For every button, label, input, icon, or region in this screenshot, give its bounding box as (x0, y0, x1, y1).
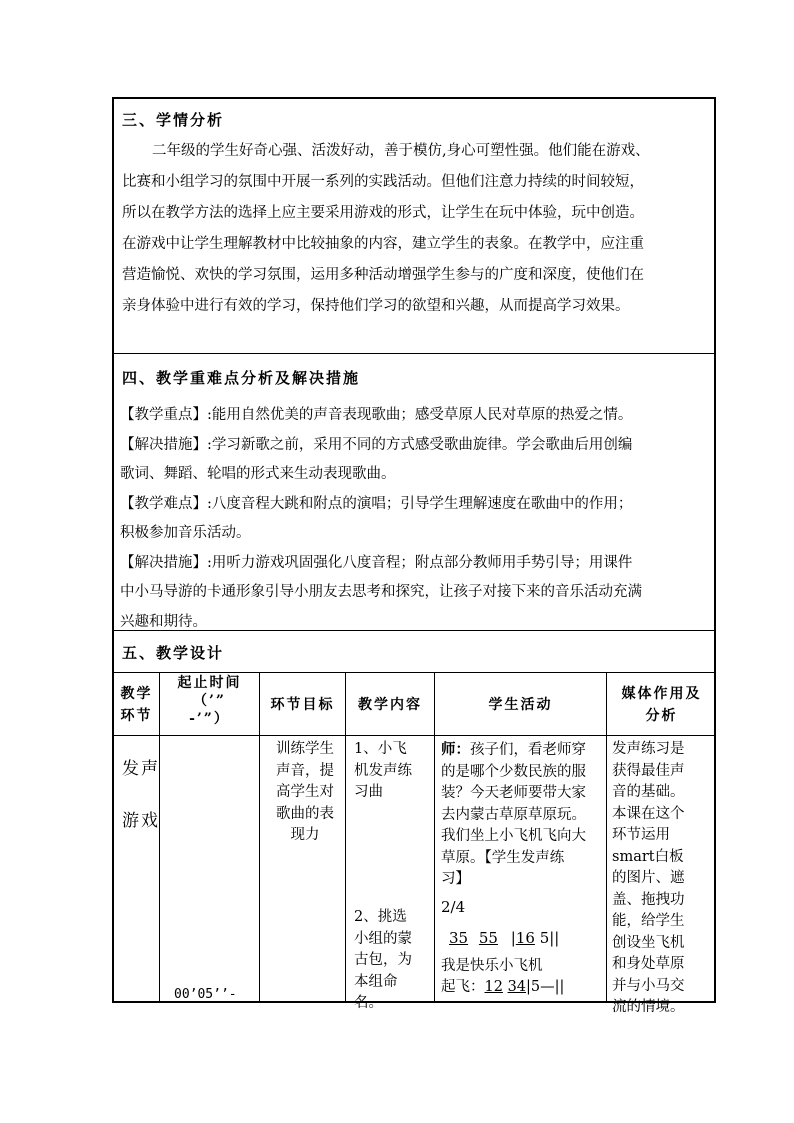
section4-title: 四、教学重难点分析及解决措施 (122, 369, 361, 387)
divider (434, 672, 435, 1001)
divider (259, 672, 260, 1001)
paragraph-line: 所以在教学方法的选择上应主要采用游戏的形式，让学生在玩中体验，玩中创造。 (122, 205, 644, 221)
paragraph-line: 中小马导游的卡通形象引导小朋友去思考和探究，让孩子对接下来的音乐活动充满 (120, 584, 642, 600)
section3-title: 三、学情分析 (122, 111, 225, 129)
section4-body (120, 401, 712, 637)
paragraph-line: 【解决措施】:学习新歌之前，采用不同的方式感受歌曲旋律。学会歌曲后用创编 (120, 436, 633, 453)
divider (114, 353, 714, 354)
header-stage: 教学 环节 (120, 686, 153, 724)
header-activity: 学生活动 (488, 697, 553, 713)
header-goal: 环节目标 (270, 697, 335, 713)
lyric-line-2: 起飞：12 34|5—|| (441, 979, 565, 995)
paragraph-line: 亲身体验中进行有效的学习，保持他们学习的欲望和兴趣，从而提高学习效果。 (122, 298, 630, 314)
paragraph-line: 营造愉悦、欢快的学习氛围，运用多种活动增强学生参与的广度和深度，使他们在 (122, 267, 644, 283)
cell-content-1: 1、小飞 机发声练 习曲 (354, 741, 412, 800)
paragraph-line: 歌词、舞蹈、轮唱的形式来生动表现歌曲。 (120, 466, 396, 482)
lyric-line: 我是快乐小飞机 (441, 957, 543, 974)
paragraph-line: 在游戏中让学生理解教材中比较抽象的内容，建立学生的表象。在教学中，应注重 (122, 236, 644, 252)
cell-stage: 发声 游戏 (122, 759, 160, 831)
header-content: 教学内容 (358, 697, 422, 713)
paragraph-line: 积极参加音乐活动。 (120, 525, 251, 541)
section3-body (122, 136, 712, 322)
header-time: 起止时间 （’” -’”） (177, 675, 242, 727)
teacher-label: 师： (441, 741, 470, 758)
divider (345, 672, 346, 1001)
cell-time: 00’05’’- (174, 987, 237, 1002)
cell-media: 发声练习是 获得最佳声 音的基础。 本课在这个 环节运用 smart白板 的图片、遮 盖、拖拽功 能，给学生 创设坐飞机 和身处草原 并与小马交 流的情境。 (612, 741, 685, 1015)
paragraph-line: 【解决措施】:用听力游戏巩固强化八度音程；附点部分教师用手势引导；用课件 (120, 554, 633, 571)
time-signature: 2/4 (441, 897, 466, 916)
paragraph-line: 比赛和小组学习的氛围中开展一系列的实践活动。但他们注意力持续的时间较短， (122, 174, 644, 190)
cell-content-2: 2、挑选 小组的蒙 古包，为 本组命 名。 (354, 909, 412, 1011)
divider (114, 735, 714, 736)
paragraph-line: 二年级的学生好奇心强、活泼好动，善于模仿,身心可塑性强。他们能在游戏、 (152, 143, 650, 159)
paragraph-line: 兴趣和期待。 (120, 613, 207, 630)
document-table (112, 97, 716, 1015)
notation-line: 35 55 |16 5|| (449, 929, 560, 947)
section5-title: 五、教学设计 (122, 644, 225, 662)
header-media: 媒体作用及 分析 (621, 686, 702, 724)
paragraph-line: 【教学难点】:八度音程大跳和附点的演唱；引导学生理解速度在歌曲中的作用； (120, 495, 633, 512)
paragraph-line: 【教学重点】:能用自然优美的声音表现歌曲；感受草原人民对草原的热爱之情。 (120, 407, 633, 423)
divider (114, 672, 714, 673)
cell-activity: 师：孩子们，看老师穿 的是哪个少数民族的服 装？今天老师要带大家 去内蒙古草原草原玩。 我们坐上小飞机飞向大 草原。【学生发声练 习】 2/4 35 55 |16 5|| 我是快乐小飞机 起飞：12 34|5—|| (441, 739, 605, 999)
cell-goal: 训练学生 声音，提 高学生对 歌曲的表 现力 (276, 741, 334, 843)
